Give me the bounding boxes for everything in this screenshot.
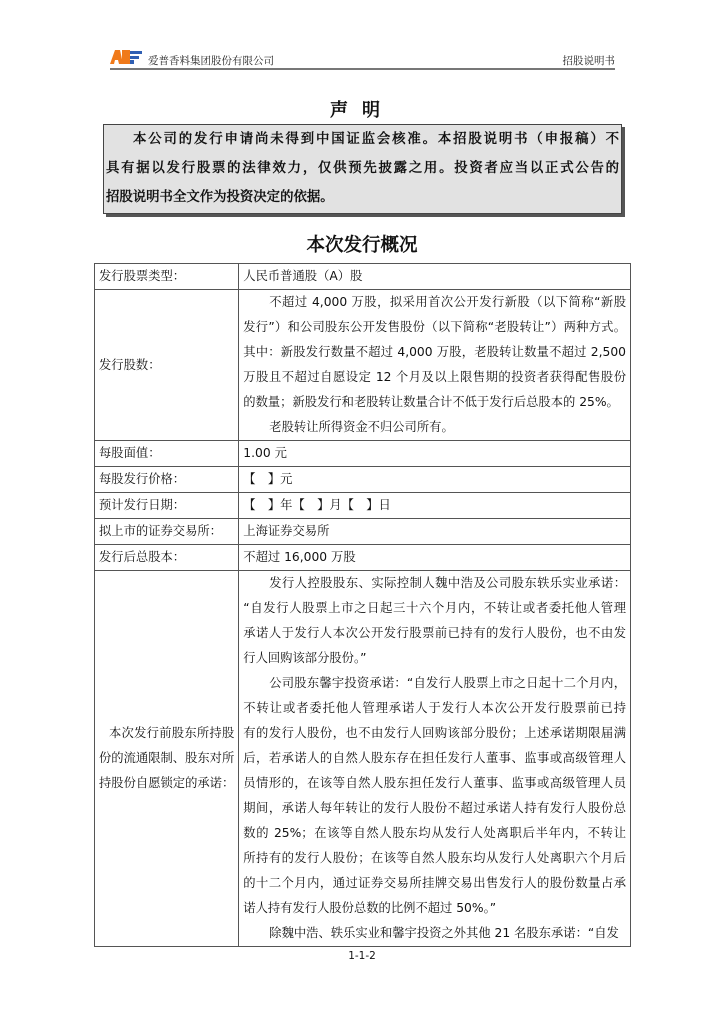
row-value-line: 1.00 元 bbox=[243, 446, 287, 460]
row-value bbox=[239, 467, 631, 493]
row-value-line: 不转让或者委托他人管理承诺人于发行人本次公开发行股票前已持 bbox=[243, 701, 626, 715]
table-row bbox=[95, 545, 631, 571]
row-value-line: 上海证券交易所 bbox=[243, 524, 330, 538]
page-header bbox=[110, 50, 615, 70]
row-value-line: 【 】元 bbox=[243, 472, 293, 486]
row-label-line: 每股面值： bbox=[99, 446, 161, 460]
row-value bbox=[239, 493, 631, 519]
row-value-line: 公司股东馨宇投资承诺：“自发行人股票上市之日起十二个月内， bbox=[269, 676, 626, 690]
table-row bbox=[95, 571, 631, 947]
row-value-line: 所持有的发行人股份；在该等自然人股东均从发行人处离职六个月后 bbox=[243, 851, 626, 865]
row-value bbox=[239, 519, 631, 545]
row-value-line: 期间，承诺人每年转让的发行人股份不超过承诺人持有发行人股份总 bbox=[243, 801, 626, 815]
row-label-line: 本次发行前股东所持股 bbox=[109, 726, 235, 740]
row-value-line: 有的发行人股份，也不由发行人回购该部分股份；上述承诺期限届满 bbox=[243, 726, 626, 740]
row-label-line: 预计发行日期： bbox=[99, 498, 186, 512]
row-label bbox=[95, 290, 239, 441]
row-label bbox=[95, 519, 239, 545]
table-row bbox=[95, 441, 631, 467]
row-value-line: 不超过 16,000 万股 bbox=[243, 550, 356, 564]
row-value bbox=[239, 545, 631, 571]
overview-title: 本次发行概况 bbox=[306, 235, 418, 256]
row-label-line: 发行股票类型： bbox=[99, 269, 186, 283]
row-value-line: 承诺人于发行人本次公开发行股票前已持有的发行人股份，也不由发 bbox=[243, 626, 626, 640]
declaration-title: 声明 bbox=[330, 100, 394, 121]
row-value-line: “自发行人股票上市之日起三十六个月内，不转让或者委托他人管理 bbox=[243, 601, 626, 615]
row-value-line: 发行人控股股东、实际控制人魏中浩及公司股东轶乐实业承诺： bbox=[269, 576, 626, 590]
row-value-line: 老股转让所得资金不归公司所有。 bbox=[269, 420, 454, 434]
table-row bbox=[95, 290, 631, 441]
table-row bbox=[95, 264, 631, 290]
row-value-line: 员情形的，在该等自然人股东担任发行人董事、监事或高级管理人员 bbox=[243, 776, 626, 790]
overview-table bbox=[94, 263, 631, 947]
row-value-line: 后，若承诺人的自然人股东存在担任发行人董事、监事或高级管理人 bbox=[243, 751, 626, 765]
row-value bbox=[239, 571, 631, 947]
row-label bbox=[95, 493, 239, 519]
row-value bbox=[239, 290, 631, 441]
table-row bbox=[95, 467, 631, 493]
row-value-line: 【 】年【 】月【 】日 bbox=[243, 498, 391, 512]
row-label-line: 份的流通限制、股东对所 bbox=[99, 751, 235, 765]
row-value-line: 万股且不超过自愿设定 12 个月及以上限售期的投资者获得配售股份 bbox=[243, 370, 626, 384]
header-document-type: 招股说明书 bbox=[562, 55, 615, 67]
row-value-line: 的十二个月内，通过证券交易所挂牌交易出售发行人的股份数量占承 bbox=[243, 876, 626, 890]
row-value-line: 其中：新股发行数量不超过 4,000 万股，老股转让数量不超过 2,500 bbox=[243, 345, 626, 359]
row-label-line: 发行后总股本： bbox=[99, 550, 186, 564]
table-row bbox=[95, 519, 631, 545]
row-value-line: 除魏中浩、轶乐实业和馨宇投资之外其他 21 名股东承诺：“自发 bbox=[269, 926, 619, 940]
row-label-line: 持股份自愿锁定的承诺： bbox=[99, 776, 235, 790]
row-value-line: 诺人持有发行人股份总数的比例不超过 50%。” bbox=[243, 901, 497, 915]
declaration-line: 本公司的发行申请尚未得到中国证监会核准。本招股说明书（申报稿）不 bbox=[133, 132, 619, 147]
row-label bbox=[95, 571, 239, 947]
declaration-box bbox=[103, 124, 622, 214]
row-label-line: 拟上市的证券交易所： bbox=[99, 524, 222, 538]
page-number: 1-1-2 bbox=[348, 950, 376, 962]
row-label bbox=[95, 264, 239, 290]
row-value-line: 行人回购该部分股份。” bbox=[243, 651, 367, 665]
row-value-line: 不超过 4,000 万股，拟采用首次公开发行新股（以下简称“新股 bbox=[269, 295, 626, 309]
row-label bbox=[95, 545, 239, 571]
row-value-line: 人民币普通股（A）股 bbox=[243, 269, 363, 283]
declaration-line: 具有据以发行股票的法律效力，仅供预先披露之用。投资者应当以正式公告的 bbox=[106, 161, 619, 176]
row-value bbox=[239, 441, 631, 467]
row-value-line: 的数量；新股发行和老股转让数量合计不低于发行后总股本的 25%。 bbox=[243, 395, 619, 409]
declaration-line: 招股说明书全文作为投资决定的依据。 bbox=[106, 190, 334, 205]
row-label bbox=[95, 467, 239, 493]
table-row bbox=[95, 493, 631, 519]
header-company-name: 爱普香料集团股份有限公司 bbox=[148, 55, 274, 67]
row-label-line: 每股发行价格： bbox=[99, 472, 186, 486]
row-label-line: 发行股数： bbox=[99, 357, 161, 372]
row-value-line: 数的 25%；在该等自然人股东均从发行人处离职后半年内，不转让 bbox=[243, 826, 626, 840]
company-logo bbox=[110, 50, 142, 64]
row-label bbox=[95, 441, 239, 467]
row-value bbox=[239, 264, 631, 290]
row-value-line: 发行”）和公司股东公开发售股份（以下简称“老股转让”）两种方式。 bbox=[243, 320, 626, 334]
